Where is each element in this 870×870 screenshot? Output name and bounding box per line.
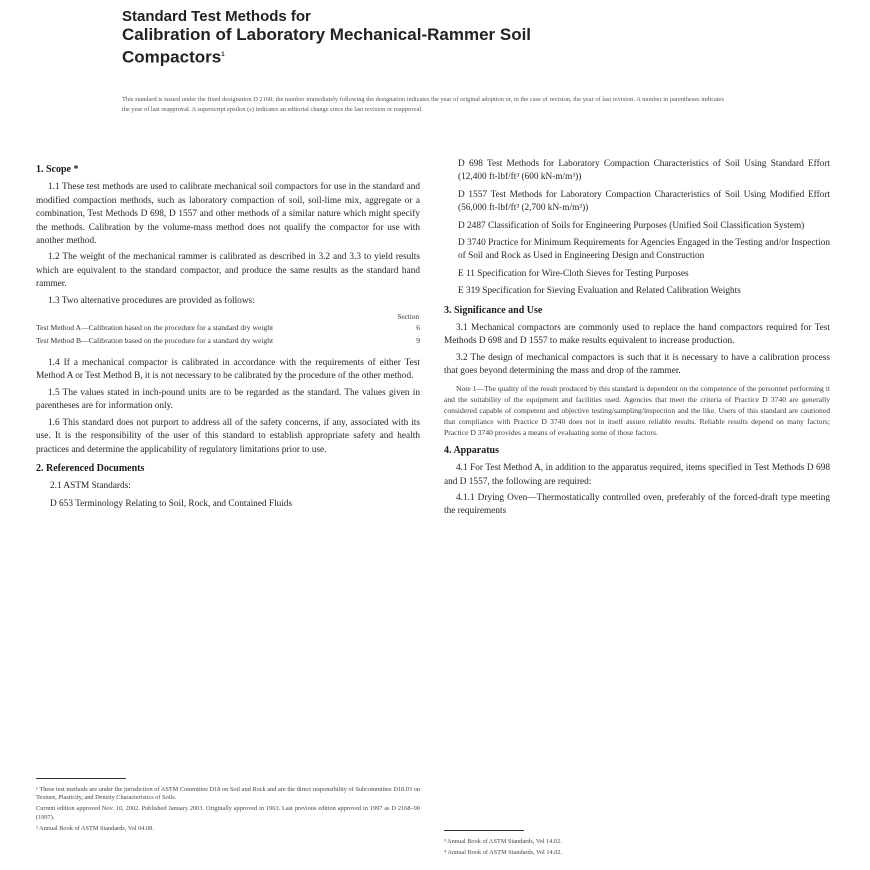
method-name: Test Method A—Calibration based on the procedure for a standard dry weight bbox=[36, 323, 274, 333]
paragraph-3-2: 3.2 The design of mechanical compactors is such that it is necessary to have a calibration process that goes beyond determining the mass and drop of the rammer. bbox=[444, 352, 830, 377]
paragraph-1-6: 1.6 This standard does not purport to address all of the safety concerns, if any, associated with its use. It is the responsibility of the user of this standard to establish appropriate safety and health practices and determine the applicability of regulatory limitations prior to use. bbox=[36, 417, 420, 455]
section-heading-significance: 3. Significance and Use bbox=[444, 304, 543, 316]
footnote: ² Annual Book of ASTM Standards, Vol 04.08. bbox=[36, 824, 154, 832]
method-section: 9 bbox=[416, 336, 420, 346]
reference-list-left bbox=[36, 480, 420, 511]
paragraph-1-5: 1.5 The values stated in inch-pound units are to be regarded as the standard. The values given in parentheses are for information only. bbox=[36, 387, 420, 412]
title-footnote-mark: 1 bbox=[221, 52, 225, 58]
paragraph-1-3: 1.3 Two alternative procedures are provided as follows: bbox=[48, 295, 255, 306]
paragraph-4-1: 4.1 For Test Method A, in addition to the apparatus required, items specified in Test Methods D 698 and D 1557, the following are required: bbox=[444, 463, 830, 487]
reference-list-right bbox=[444, 158, 830, 299]
section-heading-referenced-documents: 2. Referenced Documents bbox=[36, 462, 145, 474]
methods-row bbox=[36, 336, 420, 349]
paragraph-4-1-1: 4.1.1 Drying Oven—Thermostatically controlled oven, preferably of the forced-draft type meeting the requirements bbox=[444, 492, 830, 517]
methods-section-header: Section bbox=[397, 313, 419, 322]
method-name: Test Method B—Calibration based on the procedure for a standard dry weight bbox=[36, 336, 274, 346]
footnote-rule-left bbox=[36, 778, 126, 779]
footnote: ³ Annual Book of ASTM Standards, Vol 14.02. bbox=[444, 838, 562, 845]
footnotes-left bbox=[36, 786, 420, 836]
document-title bbox=[122, 8, 682, 68]
methods-table-header bbox=[36, 311, 420, 323]
reference-item: E 319 Specification for Sieving Evaluation and Related Calibration Weights bbox=[458, 286, 741, 297]
note-1: Note 1—The quality of the result produced by this standard is dependent on the competence of the personnel performing it and the suitability of the equipment and facilities used. Agencies that meet the criteria of Practice D 3740 are generally considered capable of competent and objective testing/sampling/inspection and the like. Users of this standard are cautioned that compliance with Practice D 3740 does not in itself assure reliable results. Reliable results depend on many factors; Practice D 3740 provides a means of evaluating some of those factors. bbox=[444, 383, 830, 437]
right-column bbox=[444, 158, 830, 522]
section-heading-scope: 1. Scope * bbox=[36, 164, 79, 175]
footnote: Current edition approved Nov. 10, 2002. Published January 2003. Originally approved in 1963. Last previous edition approved in 1997 as D 2168–90 (1997). bbox=[36, 805, 420, 821]
section-heading-apparatus: 4. Apparatus bbox=[444, 444, 500, 456]
reference-item: D 3740 Practice for Minimum Requirements for Agencies Engaged in the Testing and/or Inspection of Soil and Rock as Used in Engineering Design and Construction bbox=[458, 238, 830, 262]
title-block bbox=[122, 8, 682, 68]
paragraph-3-1: 3.1 Mechanical compactors are commonly used to replace the hand compactors required for Test Methods D 698 and D 1557 to make results equivalent to increase production. bbox=[444, 323, 830, 347]
title-line-3-text: Compactors bbox=[122, 47, 222, 67]
left-column bbox=[36, 158, 420, 515]
designation-note: This standard is issued under the fixed designation D 2168; the number immediately following the designation indicates the year of original adoption or, in the case of revision, the year of last revision. A number in parentheses indicates the year of last reapproval. A superscript epsilon (ε) indicates an editorial change since the last revision or reapproval. bbox=[122, 96, 724, 113]
footnotes-right bbox=[444, 838, 830, 860]
paragraph-1-2: 1.2 The weight of the mechanical rammer is calibrated as described in 3.2 and 3.3 to yield results which are equivalent to the standard compactor, and produce the same results as the standard hand rammer. bbox=[36, 252, 420, 290]
method-section: 6 bbox=[416, 323, 420, 333]
reference-item: D 653 Terminology Relating to Soil, Rock, and Contained Fluids bbox=[50, 498, 293, 509]
paragraph-1-1: 1.1 These test methods are used to calibrate mechanical soil compactors for use in the standard and modified compaction methods, such as laboratory compaction of soil, soil-lime mix, aggregate or a combination, Test Methods D 698, D 1557 and other methods of a similar nature which might specify the methods. Calibration by the volume-mass method does not qualify the compactor for use with another method. bbox=[36, 182, 420, 247]
footnote: ⁴ Annual Book of ASTM Standards, Vol 14.02. bbox=[444, 849, 563, 857]
reference-item: E 11 Specification for Wire-Cloth Sieves for Testing Purposes bbox=[458, 268, 689, 279]
methods-row bbox=[36, 323, 420, 336]
title-line-1: Standard Test Methods for bbox=[122, 8, 311, 25]
reference-item: D 698 Test Methods for Laboratory Compaction Characteristics of Soil Using Standard Effort (12,400 ft-lbf/ft³ (600 kN-m/m³)) bbox=[458, 159, 830, 183]
footnote: ¹ These test methods are under the jurisdiction of ASTM Committee D18 on Soil and Rock and are the direct responsibility of Subcommittee D18.03 on Texture, Plasticity, and Density Characteristics of Soils. bbox=[36, 786, 420, 802]
methods-table bbox=[36, 311, 420, 349]
paragraph-2-1: 2.1 ASTM Standards: bbox=[50, 481, 131, 492]
paragraph-1-4: 1.4 If a mechanical compactor is calibrated in accordance with the requirements of either Test Method A or Test Method B, it is not necessary to be calibrated by the procedure of the other method. bbox=[36, 358, 420, 382]
title-line-3 bbox=[122, 45, 682, 68]
reference-item: D 1557 Test Methods for Laboratory Compaction Characteristics of Soil Using Modified Effort (56,000 ft-lbf/ft³ (2,700 kN-m/m³)) bbox=[458, 189, 830, 214]
title-line-2: Calibration of Laboratory Mechanical-Rammer Soil bbox=[122, 25, 532, 44]
reference-item: D 2487 Classification of Soils for Engineering Purposes (Unified Soil Classification System) bbox=[458, 220, 805, 231]
footnote-rule-right bbox=[444, 830, 524, 831]
